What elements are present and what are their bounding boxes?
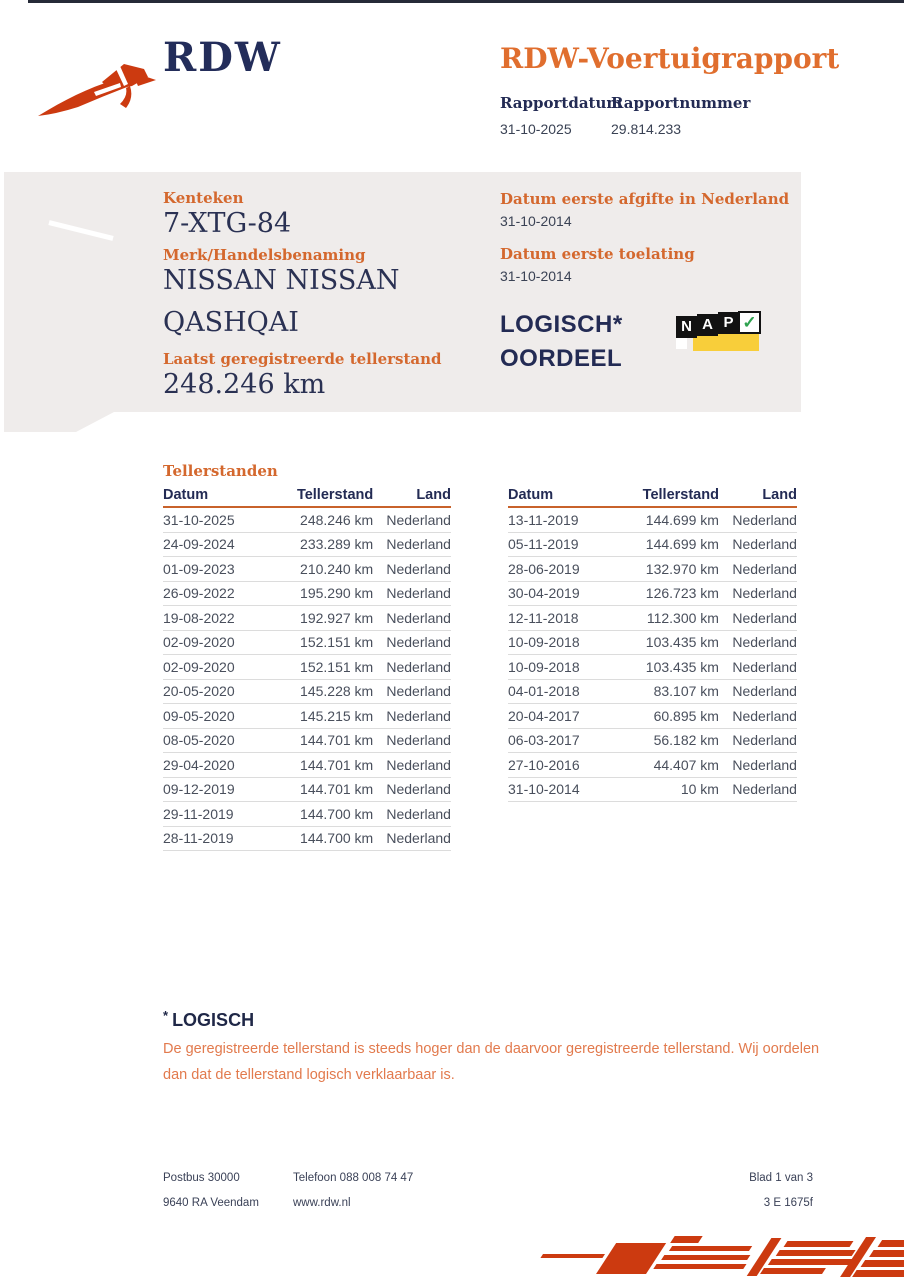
table-row xyxy=(508,533,797,558)
oordeel-verdict xyxy=(500,308,623,376)
cell-datum: 04-01-2018 xyxy=(508,683,580,700)
nap-letter-n: N xyxy=(676,316,697,338)
cell-land: Nederland xyxy=(386,634,451,651)
table-row xyxy=(163,827,451,852)
cell-datum: 28-11-2019 xyxy=(163,830,234,847)
cell-land: Nederland xyxy=(386,756,451,773)
cell-datum: 02-09-2020 xyxy=(163,634,235,651)
column-header-tellerstand: Tellerstand xyxy=(296,487,374,503)
cell-land: Nederland xyxy=(386,732,451,749)
cell-tellerstand: 144.701 km xyxy=(300,781,374,798)
cell-land: Nederland xyxy=(386,805,451,822)
cell-datum: 20-05-2020 xyxy=(163,683,235,700)
cell-datum: 09-12-2019 xyxy=(163,781,235,798)
footer-form-code: 3 E 1675f xyxy=(763,1197,813,1209)
cell-tellerstand: 112.300 km xyxy=(646,609,719,626)
nap-white-square xyxy=(676,338,687,349)
cell-land: Nederland xyxy=(732,658,797,675)
cell-tellerstand: 103.435 km xyxy=(645,634,719,651)
kenteken-value: 7-XTG-84 xyxy=(163,208,292,239)
cell-land: Nederland xyxy=(386,585,451,602)
column-header-datum: Datum xyxy=(163,487,209,503)
cell-land: Nederland xyxy=(732,781,797,798)
cell-land: Nederland xyxy=(732,560,797,577)
rdw-feather-icon xyxy=(34,50,160,122)
merk-label: Merk/Handelsbenaming xyxy=(163,246,366,264)
cell-land: Nederland xyxy=(732,707,797,724)
cell-tellerstand: 144.699 km xyxy=(645,511,719,528)
column-header-datum: Datum xyxy=(508,487,554,503)
report-date-label: Rapportdatum xyxy=(500,94,623,112)
table-row xyxy=(508,729,797,754)
cell-tellerstand: 145.228 km xyxy=(300,683,374,700)
cell-land: Nederland xyxy=(386,560,451,577)
cell-datum: 31-10-2025 xyxy=(163,511,235,528)
table-body xyxy=(508,508,797,802)
table-row xyxy=(163,606,451,631)
cell-tellerstand: 60.895 km xyxy=(653,707,719,724)
cell-datum: 01-09-2023 xyxy=(163,560,235,577)
table-row xyxy=(163,631,451,656)
cell-land: Nederland xyxy=(386,658,451,675)
top-edge-line xyxy=(28,0,904,3)
cell-land: Nederland xyxy=(386,683,451,700)
cell-land: Nederland xyxy=(386,707,451,724)
cell-land: Nederland xyxy=(386,609,451,626)
cell-tellerstand: 195.290 km xyxy=(300,585,374,602)
table-header-row xyxy=(163,487,451,508)
footer-address-line1: Postbus 30000 xyxy=(163,1172,240,1184)
tellerstanden-table-left xyxy=(163,487,451,851)
cell-tellerstand: 144.700 km xyxy=(300,830,374,847)
cell-tellerstand: 145.215 km xyxy=(300,707,374,724)
column-header-land: Land xyxy=(416,487,451,503)
cell-datum: 30-04-2019 xyxy=(508,585,580,602)
cell-datum: 19-08-2022 xyxy=(163,609,235,626)
cell-datum: 24-09-2024 xyxy=(163,536,235,553)
cell-datum: 13-11-2019 xyxy=(508,511,579,528)
rdw-logo-text: RDW xyxy=(163,34,282,81)
nap-check-icon: ✓ xyxy=(738,311,761,334)
table-row xyxy=(163,533,451,558)
merk-value: NISSAN NISSAN QASHQAI xyxy=(163,265,400,338)
cell-tellerstand: 44.407 km xyxy=(653,756,719,773)
table-row xyxy=(508,582,797,607)
cell-datum: 06-03-2017 xyxy=(508,732,580,749)
footnote-title-text: LOGISCH xyxy=(172,1010,255,1030)
cell-land: Nederland xyxy=(732,585,797,602)
table-row xyxy=(508,508,797,533)
cell-tellerstand: 126.723 km xyxy=(645,585,719,602)
cell-tellerstand: 192.927 km xyxy=(300,609,374,626)
cell-tellerstand: 210.240 km xyxy=(300,560,374,577)
table-row xyxy=(508,631,797,656)
cell-land: Nederland xyxy=(732,511,797,528)
cell-land: Nederland xyxy=(732,609,797,626)
cell-datum: 12-11-2018 xyxy=(508,609,579,626)
table-row xyxy=(163,704,451,729)
table-row xyxy=(163,729,451,754)
footer-website: www.rdw.nl xyxy=(293,1197,351,1209)
cell-land: Nederland xyxy=(732,536,797,553)
cell-tellerstand: 152.151 km xyxy=(300,658,374,675)
footnote-body: De geregistreerde tellerstand is steeds hoger dan de daarvoor geregistreerde tellerstand. Wij oordelen dan dat de tellerstand logisch verklaarbaar is. xyxy=(163,1041,820,1083)
cell-datum: 10-09-2018 xyxy=(508,658,580,675)
cell-datum: 20-04-2017 xyxy=(508,707,580,724)
cell-datum: 31-10-2014 xyxy=(508,781,580,798)
rdw-stripes-graphic xyxy=(520,1234,904,1280)
cell-datum: 28-06-2019 xyxy=(508,560,580,577)
cell-land: Nederland xyxy=(732,634,797,651)
cell-datum: 09-05-2020 xyxy=(163,707,235,724)
cell-tellerstand: 248.246 km xyxy=(300,511,374,528)
cell-tellerstand: 144.700 km xyxy=(300,805,374,822)
cell-tellerstand: 144.701 km xyxy=(300,756,374,773)
table-row xyxy=(508,557,797,582)
footer-address-line2: 9640 RA Veendam xyxy=(163,1197,259,1209)
table-row xyxy=(163,753,451,778)
column-header-land: Land xyxy=(762,487,797,503)
table-row xyxy=(508,704,797,729)
cell-tellerstand: 233.289 km xyxy=(300,536,374,553)
table-row xyxy=(508,778,797,803)
nap-letter-a: A xyxy=(697,314,718,336)
table-row xyxy=(508,680,797,705)
cell-land: Nederland xyxy=(386,781,451,798)
cell-tellerstand: 56.182 km xyxy=(653,732,719,749)
footer-page-indicator: Blad 1 van 3 xyxy=(749,1172,813,1184)
footnote-title xyxy=(163,1008,254,1031)
cell-tellerstand: 144.699 km xyxy=(645,536,719,553)
cell-datum: 29-11-2019 xyxy=(163,805,234,822)
cell-tellerstand: 10 km xyxy=(680,781,719,798)
report-number-value: 29.814.233 xyxy=(611,121,682,137)
tellerstand-value: 248.246 km xyxy=(163,369,326,400)
tellerstanden-heading: Tellerstanden xyxy=(163,462,278,480)
cell-datum: 29-04-2020 xyxy=(163,756,235,773)
table-row xyxy=(163,582,451,607)
cell-land: Nederland xyxy=(732,732,797,749)
nap-logo xyxy=(676,309,762,355)
table-row xyxy=(163,508,451,533)
afgifte-value: 31-10-2014 xyxy=(500,213,572,229)
oordeel-line2: OORDEEL xyxy=(500,345,623,372)
cell-datum: 05-11-2019 xyxy=(508,536,579,553)
table-body xyxy=(163,508,451,851)
afgifte-label: Datum eerste afgifte in Nederland xyxy=(500,190,790,208)
table-row xyxy=(508,655,797,680)
cell-tellerstand: 83.107 km xyxy=(653,683,719,700)
tellerstand-label: Laatst geregistreerde tellerstand xyxy=(163,350,442,368)
cell-tellerstand: 152.151 km xyxy=(300,634,374,651)
table-row xyxy=(163,655,451,680)
footer-phone: Telefoon 088 008 74 47 xyxy=(293,1172,414,1184)
table-header-row xyxy=(508,487,797,508)
cell-datum: 27-10-2016 xyxy=(508,756,580,773)
nap-letter-p: P xyxy=(718,312,739,334)
cell-land: Nederland xyxy=(386,830,451,847)
report-meta xyxy=(500,94,764,137)
toelating-value: 31-10-2014 xyxy=(500,268,572,284)
column-header-tellerstand: Tellerstand xyxy=(642,487,719,503)
cell-datum: 10-09-2018 xyxy=(508,634,580,651)
table-row xyxy=(508,753,797,778)
table-row xyxy=(163,557,451,582)
footnote-asterisk: * xyxy=(163,1008,169,1023)
table-row xyxy=(508,606,797,631)
cell-land: Nederland xyxy=(732,683,797,700)
tellerstanden-table-right xyxy=(508,487,797,802)
toelating-label: Datum eerste toelating xyxy=(500,245,695,263)
cell-tellerstand: 103.435 km xyxy=(645,658,719,675)
kenteken-label: Kenteken xyxy=(163,189,244,207)
cell-datum: 08-05-2020 xyxy=(163,732,235,749)
report-date-value: 31-10-2025 xyxy=(500,121,572,137)
cell-tellerstand: 132.970 km xyxy=(645,560,719,577)
oordeel-line1: LOGISCH* xyxy=(500,311,623,338)
table-row xyxy=(163,802,451,827)
report-number-label: Rapportnummer xyxy=(611,94,751,112)
cell-tellerstand: 144.701 km xyxy=(300,732,374,749)
cell-land: Nederland xyxy=(386,536,451,553)
cell-land: Nederland xyxy=(732,756,797,773)
table-row xyxy=(163,680,451,705)
cell-datum: 02-09-2020 xyxy=(163,658,235,675)
cell-land: Nederland xyxy=(386,511,451,528)
report-title: RDW-Voertuigrapport xyxy=(500,42,840,75)
cell-datum: 26-09-2022 xyxy=(163,585,235,602)
table-row xyxy=(163,778,451,803)
